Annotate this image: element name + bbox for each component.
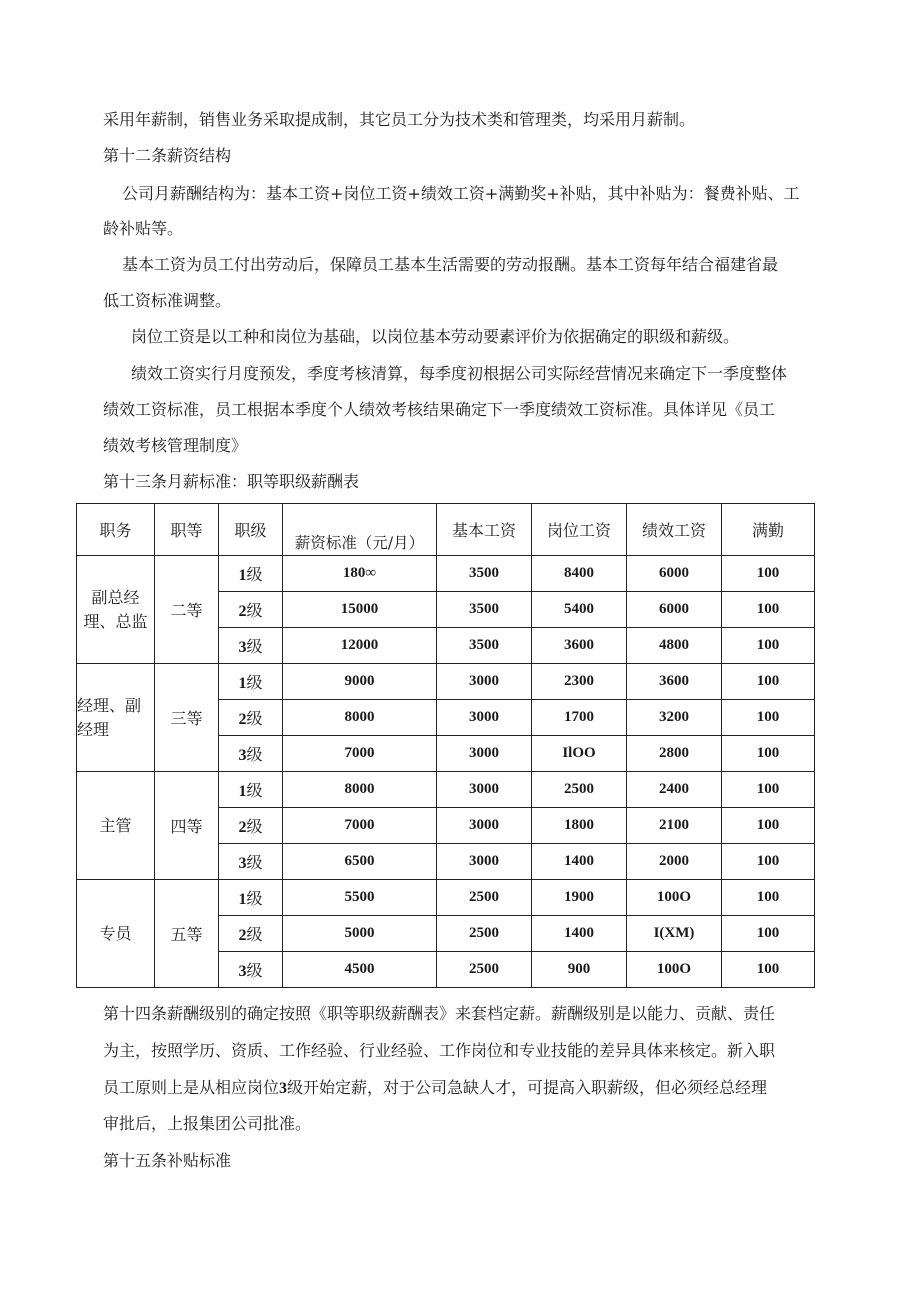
grade-cell: 2级: [219, 916, 283, 952]
attendance-cell: 100: [722, 700, 815, 736]
attendance-cell: 100: [722, 556, 815, 592]
salary-standard-cell: 7000: [283, 808, 437, 844]
header-salary-standard: 薪资标准（元/月）: [283, 504, 437, 556]
base-salary-cell: 3500: [437, 592, 532, 628]
attendance-cell: 100: [722, 736, 815, 772]
attendance-cell: 100: [722, 844, 815, 880]
post-salary-cell: 1900: [532, 880, 627, 916]
article-12-heading: 第十二条薪资结构: [103, 146, 232, 165]
article-15-heading: 第十五条补贴标准: [103, 1151, 232, 1170]
table-row: [77, 880, 815, 916]
paragraph-article-14-line3: 员工原则上是从相应岗位3级开始定薪，对于公司急缺人才，可提高入职薪级，但必须经总经理: [103, 1078, 768, 1097]
rank-cell: 五等: [155, 880, 219, 988]
attendance-cell: 100: [722, 592, 815, 628]
performance-salary-cell: 4800: [627, 628, 722, 664]
table-row: [77, 772, 815, 808]
performance-salary-cell: 2800: [627, 736, 722, 772]
salary-standard-cell: 8000: [283, 700, 437, 736]
grade-cell: 3级: [219, 736, 283, 772]
base-salary-cell: 3000: [437, 736, 532, 772]
grade-cell: 1级: [219, 664, 283, 700]
post-salary-cell: 2300: [532, 664, 627, 700]
grade-cell: 3级: [219, 952, 283, 988]
salary-standard-cell: 180∞: [283, 556, 437, 592]
base-salary-cell: 3000: [437, 844, 532, 880]
performance-salary-cell: 6000: [627, 556, 722, 592]
grade-cell: 2级: [219, 700, 283, 736]
post-salary-cell: 3600: [532, 628, 627, 664]
header-rank: 职等: [155, 504, 219, 556]
paragraph-structure-line2: 龄补贴等。: [103, 219, 184, 238]
base-salary-cell: 2500: [437, 916, 532, 952]
header-position: 职务: [77, 504, 155, 556]
attendance-cell: 100: [722, 664, 815, 700]
paragraph-performance-line2: 绩效工资标准，员工根据本季度个人绩效考核结果确定下一季度绩效工资标准。具体详见《员工: [103, 400, 776, 419]
performance-salary-cell: 2400: [627, 772, 722, 808]
base-salary-cell: 3000: [437, 772, 532, 808]
salary-standard-cell: 5500: [283, 880, 437, 916]
base-salary-cell: 3500: [437, 556, 532, 592]
salary-standard-cell: 6500: [283, 844, 437, 880]
paragraph-performance-line3: 绩效考核管理制度》: [103, 436, 248, 455]
grade-cell: 3级: [219, 628, 283, 664]
rank-cell: 二等: [155, 556, 219, 664]
paragraph-base-salary-line1: 基本工资为员工付出劳动后，保障员工基本生活需要的劳动报酬。基本工资每年结合福建省最: [122, 255, 779, 274]
post-salary-cell: 8400: [532, 556, 627, 592]
performance-salary-cell: 100O: [627, 952, 722, 988]
grade-cell: 1级: [219, 772, 283, 808]
post-salary-cell: 2500: [532, 772, 627, 808]
header-post-salary: 岗位工资: [532, 504, 627, 556]
performance-salary-cell: I(XM): [627, 916, 722, 952]
post-salary-cell: 1700: [532, 700, 627, 736]
attendance-cell: 100: [722, 952, 815, 988]
attendance-cell: 100: [722, 772, 815, 808]
paragraph-performance-line1: 绩效工资实行月度预发，季度考核清算，每季度初根据公司实际经营情况来确定下一季度整体: [131, 364, 788, 383]
paragraph-annual-salary: 采用年薪制，销售业务采取提成制，其它员工分为技术类和管理类，均采用月薪制。: [103, 110, 696, 129]
table-header-row: [77, 504, 815, 556]
attendance-cell: 100: [722, 808, 815, 844]
post-salary-cell: 1400: [532, 916, 627, 952]
position-cell: 专员: [77, 880, 155, 988]
paragraph-post-salary: 岗位工资是以工种和岗位为基础，以岗位基本劳动要素评价为依据确定的职级和薪级。: [131, 327, 740, 346]
performance-salary-cell: 3600: [627, 664, 722, 700]
performance-salary-cell: 6000: [627, 592, 722, 628]
post-salary-cell: 1400: [532, 844, 627, 880]
attendance-cell: 100: [722, 880, 815, 916]
position-cell: 副总经 理、总监: [77, 556, 155, 664]
post-salary-cell: 900: [532, 952, 627, 988]
base-salary-cell: 3000: [437, 700, 532, 736]
paragraph-base-salary-line2: 低工资标准调整。: [103, 291, 232, 310]
rank-cell: 三等: [155, 664, 219, 772]
header-grade: 职级: [219, 504, 283, 556]
grade-cell: 3级: [219, 844, 283, 880]
table-row: [77, 556, 815, 592]
table-row: [77, 664, 815, 700]
salary-standard-cell: 15000: [283, 592, 437, 628]
paragraph-article-14-line4: 审批后，上报集团公司批准。: [103, 1114, 312, 1133]
grade-cell: 1级: [219, 880, 283, 916]
paragraph-structure-line1: 公司月薪酬结构为：基本工资+岗位工资+绩效工资+满勤奖+补贴，其中补贴为：餐费补贴、工: [122, 184, 800, 203]
rank-cell: 四等: [155, 772, 219, 880]
position-cell: 经理、副 经理: [77, 664, 155, 772]
header-full-attendance: 满勤: [722, 504, 815, 556]
attendance-cell: 100: [722, 628, 815, 664]
base-salary-cell: 3000: [437, 808, 532, 844]
salary-standard-cell: 5000: [283, 916, 437, 952]
base-salary-cell: 3500: [437, 628, 532, 664]
grade-cell: 2级: [219, 808, 283, 844]
salary-standard-cell: 7000: [283, 736, 437, 772]
salary-standard-cell: 4500: [283, 952, 437, 988]
post-salary-cell: IlOO: [532, 736, 627, 772]
position-cell: 主管: [77, 772, 155, 880]
performance-salary-cell: 2000: [627, 844, 722, 880]
grade-cell: 2级: [219, 592, 283, 628]
header-base-salary: 基本工资: [437, 504, 532, 556]
salary-standard-cell: 8000: [283, 772, 437, 808]
salary-grade-table: [76, 503, 815, 988]
salary-standard-cell: 12000: [283, 628, 437, 664]
grade-cell: 1级: [219, 556, 283, 592]
salary-standard-cell: 9000: [283, 664, 437, 700]
post-salary-cell: 1800: [532, 808, 627, 844]
header-performance-salary: 绩效工资: [627, 504, 722, 556]
paragraph-article-14-line2: 为主，按照学历、资质、工作经验、行业经验、工作岗位和专业技能的差异具体来核定。新入职: [103, 1041, 776, 1060]
performance-salary-cell: 3200: [627, 700, 722, 736]
base-salary-cell: 2500: [437, 880, 532, 916]
performance-salary-cell: 2100: [627, 808, 722, 844]
post-salary-cell: 5400: [532, 592, 627, 628]
performance-salary-cell: 100O: [627, 880, 722, 916]
base-salary-cell: 3000: [437, 664, 532, 700]
base-salary-cell: 2500: [437, 952, 532, 988]
article-13-heading: 第十三条月薪标准：职等职级薪酬表: [103, 472, 360, 491]
paragraph-article-14-line1: 第十四条薪酬级别的确定按照《职等职级薪酬表》来套档定薪。薪酬级别是以能力、贡献、责任: [103, 1004, 776, 1023]
attendance-cell: 100: [722, 916, 815, 952]
